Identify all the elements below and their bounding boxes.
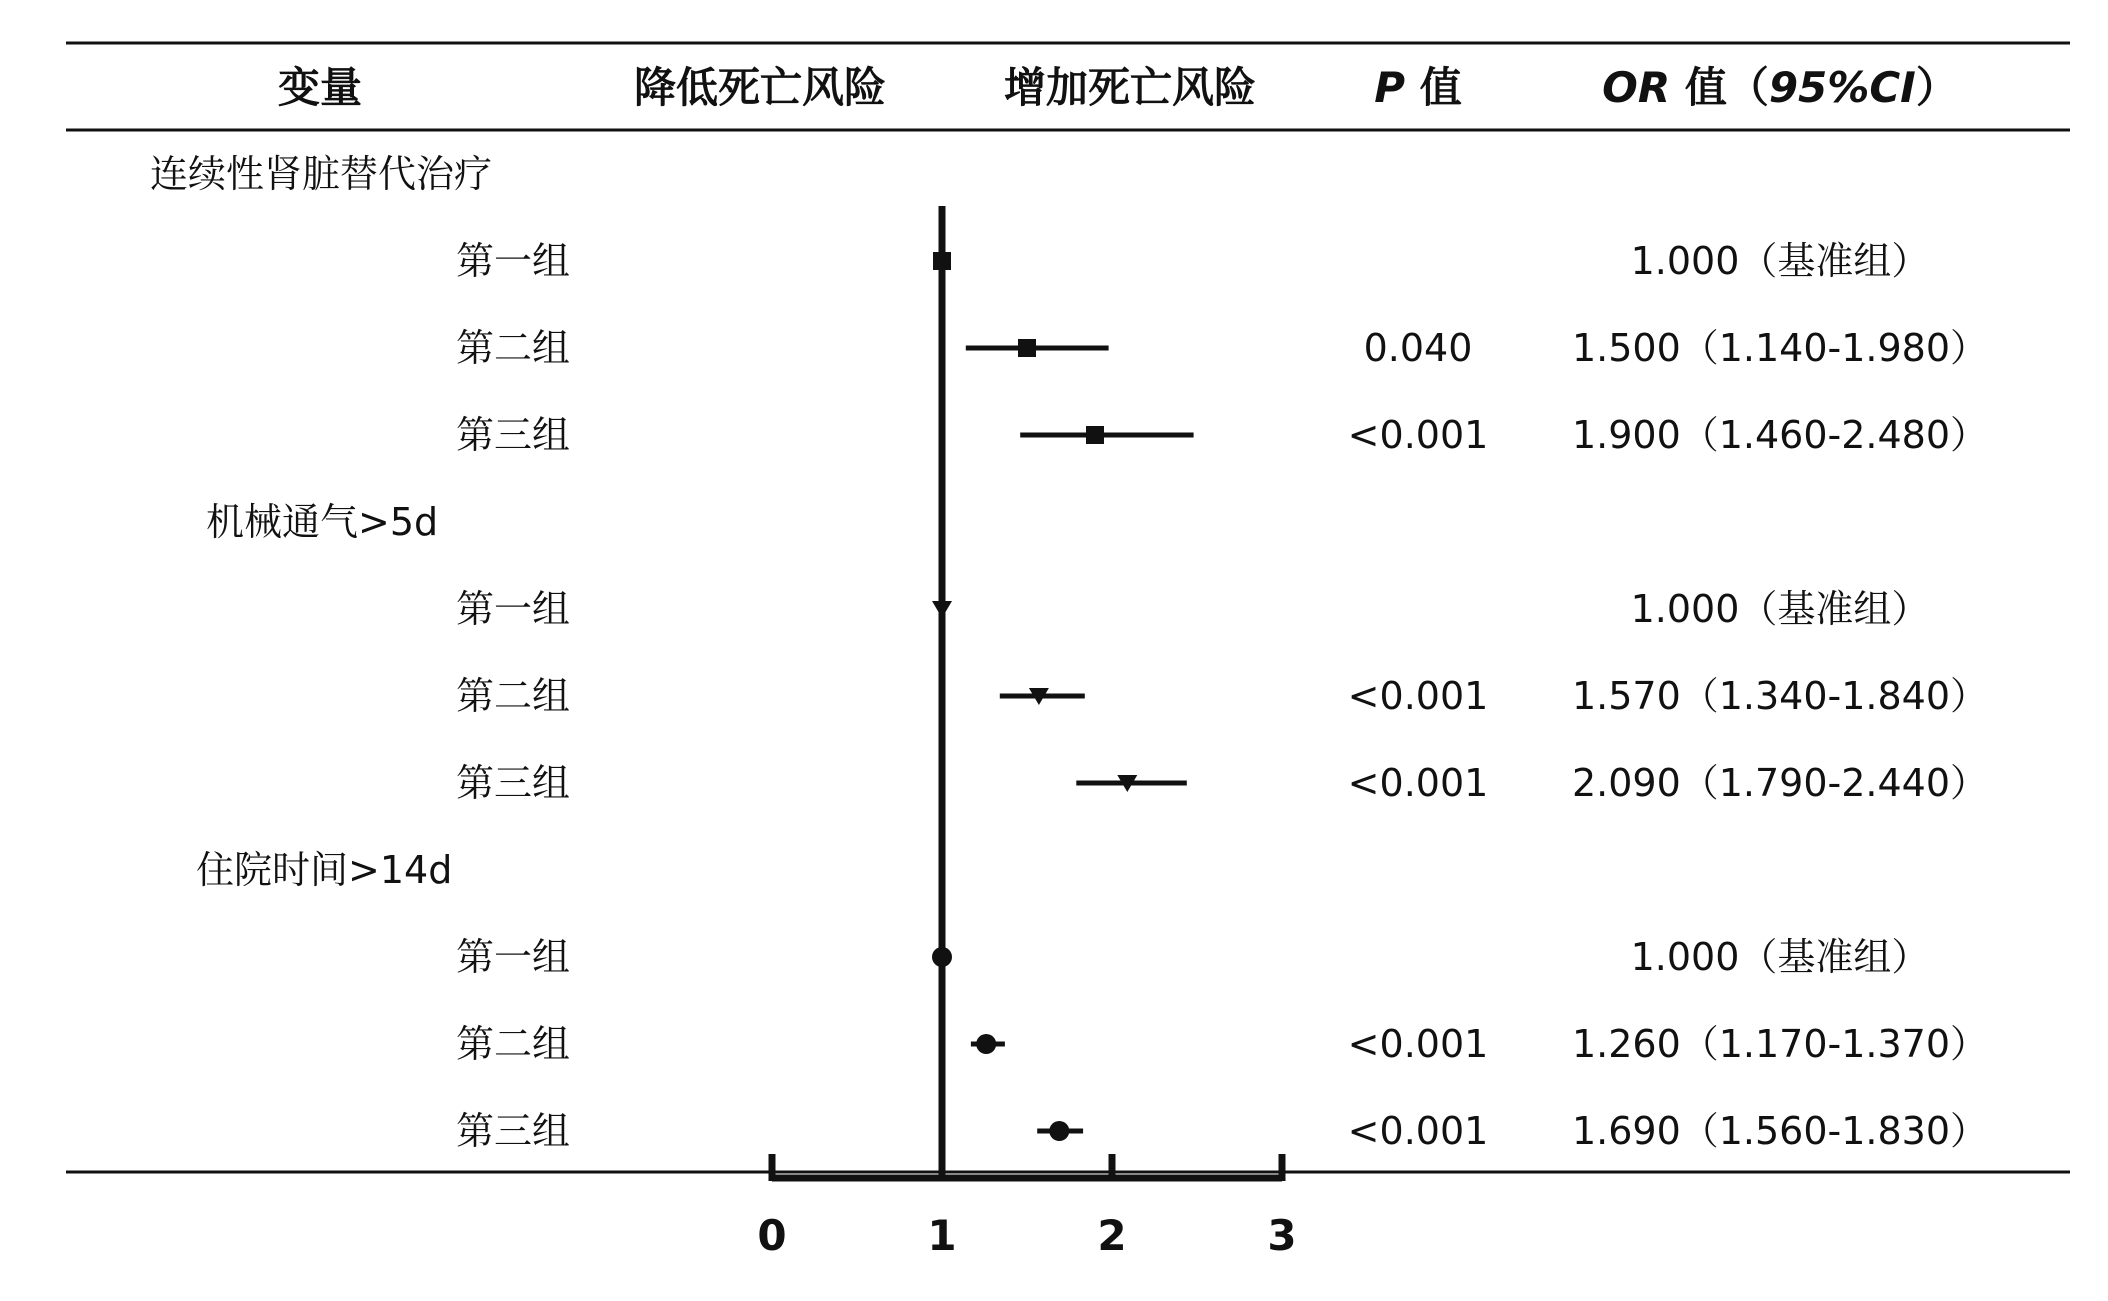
x-axis <box>757 1154 1296 1260</box>
or-ci-text: 1.260（1.170-1.370） <box>1571 1022 1989 1066</box>
or-ci-text: 1.000（基准组） <box>1630 587 1930 631</box>
p-value: <0.001 <box>1347 1022 1489 1066</box>
group-label: 机械通气>5d <box>206 500 439 544</box>
or-ci-text: 1.690（1.560-1.830） <box>1571 1109 1989 1153</box>
row-label: 第一组 <box>455 935 570 979</box>
group-label: 住院时间>14d <box>196 848 453 892</box>
row-label: 第二组 <box>455 326 570 370</box>
header-or-value: OR 值（95%CI） <box>1602 63 1958 112</box>
row-label: 第二组 <box>455 674 570 718</box>
or-marker-square <box>1018 339 1036 357</box>
or-ci-text: 1.000（基准组） <box>1630 239 1930 283</box>
p-value: 0.040 <box>1363 326 1473 370</box>
header-decrease-risk: 降低死亡风险 <box>633 63 887 112</box>
p-value: <0.001 <box>1347 413 1489 457</box>
or-ci-text: 1.900（1.460-2.480） <box>1571 413 1989 457</box>
point-estimates <box>932 252 1137 1141</box>
or-ci-text: 2.090（1.790-2.440） <box>1571 761 1989 805</box>
row-label: 第三组 <box>455 761 570 805</box>
p-value: <0.001 <box>1347 1109 1489 1153</box>
or-ci-text: 1.570（1.340-1.840） <box>1571 674 1989 718</box>
row-label: 第三组 <box>455 1109 570 1153</box>
header-increase-risk: 增加死亡风险 <box>1003 63 1257 112</box>
or-marker-square <box>933 252 951 270</box>
or-marker-circle <box>1049 1121 1069 1141</box>
header-variable: 变量 <box>277 63 363 112</box>
or-ci-text: 1.500（1.140-1.980） <box>1571 326 1989 370</box>
x-tick-label: 2 <box>1097 1211 1127 1260</box>
or-ci-text: 1.000（基准组） <box>1630 935 1930 979</box>
group-label: 连续性肾脏替代治疗 <box>150 152 493 196</box>
or-marker-circle <box>976 1034 996 1054</box>
p-value: <0.001 <box>1347 761 1489 805</box>
row-label: 第二组 <box>455 1022 570 1066</box>
p-value: <0.001 <box>1347 674 1489 718</box>
or-marker-triangle <box>932 601 952 618</box>
x-tick-label: 1 <box>927 1211 957 1260</box>
confidence-intervals <box>966 348 1194 1131</box>
row-label: 第一组 <box>455 587 570 631</box>
x-tick-label: 0 <box>757 1211 787 1260</box>
row-label: 第三组 <box>455 413 570 457</box>
or-marker-square <box>1086 426 1104 444</box>
x-tick-label: 3 <box>1267 1211 1297 1260</box>
row-labels <box>150 152 1988 1153</box>
row-label: 第一组 <box>455 239 570 283</box>
or-marker-circle <box>932 947 952 967</box>
header-p-value: P 值 <box>1374 63 1462 112</box>
